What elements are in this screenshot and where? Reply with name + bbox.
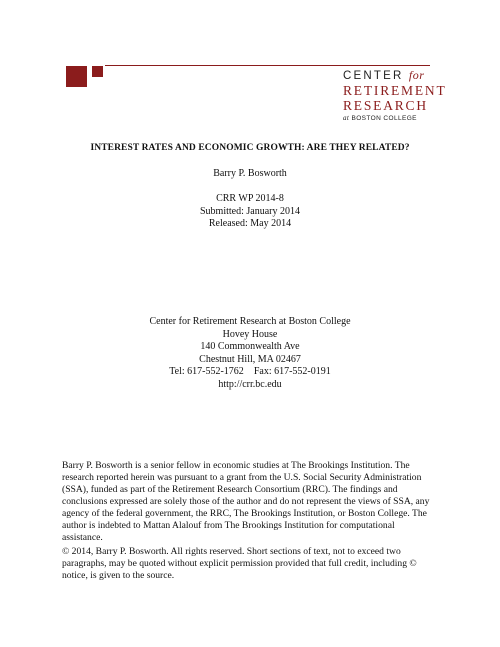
crr-logo xyxy=(0,0,500,130)
disclosure-line: author is indebted to Mattan Alalouf from The Brookings Institution for computational xyxy=(62,520,395,531)
disclosure-line: assistance. xyxy=(62,532,103,543)
address-building: Hovey House xyxy=(222,328,278,340)
address-url[interactable]: http://crr.bc.edu xyxy=(218,378,282,390)
copyright-line: paragraphs, may be quoted without explicit permission provided that full credit, including © xyxy=(62,558,417,569)
disclosure-line: Barry P. Bosworth is a senior fellow in economic studies at The Brookings Institution. The xyxy=(62,460,410,471)
logo-retirement-word: RETIREMENT xyxy=(343,83,447,98)
copyright-paragraph xyxy=(62,546,442,582)
logo-center-word: CENTER xyxy=(343,70,404,82)
address-tel: Tel: 617-552-1762 xyxy=(169,366,244,377)
disclosure-line: agency of the federal government, the RRC, The Brookings Institution, or Boston College. The xyxy=(62,508,427,519)
wp-submitted: Submitted: January 2014 xyxy=(200,205,300,217)
author-name: Barry P. Bosworth xyxy=(213,168,287,179)
working-paper-info xyxy=(0,193,500,231)
logo-boston-college-word: BOSTON COLLEGE xyxy=(351,115,417,122)
address-fax: Fax: 617-552-0191 xyxy=(253,366,331,377)
disclosure-line: research reported herein was pursuant to a grant from the U.S. Social Security Administration xyxy=(62,472,422,483)
logo-square-small xyxy=(92,66,103,77)
logo-boston-college-line xyxy=(343,113,443,124)
address-phone-fax xyxy=(0,366,500,379)
logo-square-large xyxy=(66,66,87,87)
logo-wordmark xyxy=(343,68,447,124)
logo-center-line xyxy=(343,69,443,83)
address-street: 140 Commonwealth Ave xyxy=(200,341,300,352)
paper-title: INTEREST RATES AND ECONOMIC GROWTH: ARE THEY RELATED? xyxy=(90,143,410,153)
address-org: Center for Retirement Research at Boston College xyxy=(149,316,351,327)
disclosure-paragraph xyxy=(62,460,442,544)
wp-number: CRR WP 2014-8 xyxy=(216,193,284,204)
logo-research-word: RESEARCH xyxy=(343,98,428,113)
copyright-line: notice, is given to the source. xyxy=(62,570,175,581)
address-city: Chestnut Hill, MA 02467 xyxy=(199,353,301,365)
logo-of-word: at xyxy=(343,114,350,122)
logo-rule xyxy=(105,65,430,66)
logo-for-word: for xyxy=(408,68,425,82)
disclosure-line: (SSA), funded as part of the Retirement Research Consortium (RRC). The findings and xyxy=(62,484,398,495)
disclosure-line: conclusions expressed are solely those of the author and do not represent the views of SSA, any xyxy=(62,496,430,507)
address-block xyxy=(0,316,500,391)
copyright-line: © 2014, Barry P. Bosworth. All rights reserved. Short sections of text, not to exceed two xyxy=(62,546,401,557)
paper-author xyxy=(0,168,500,181)
wp-released: Released: May 2014 xyxy=(208,218,292,229)
